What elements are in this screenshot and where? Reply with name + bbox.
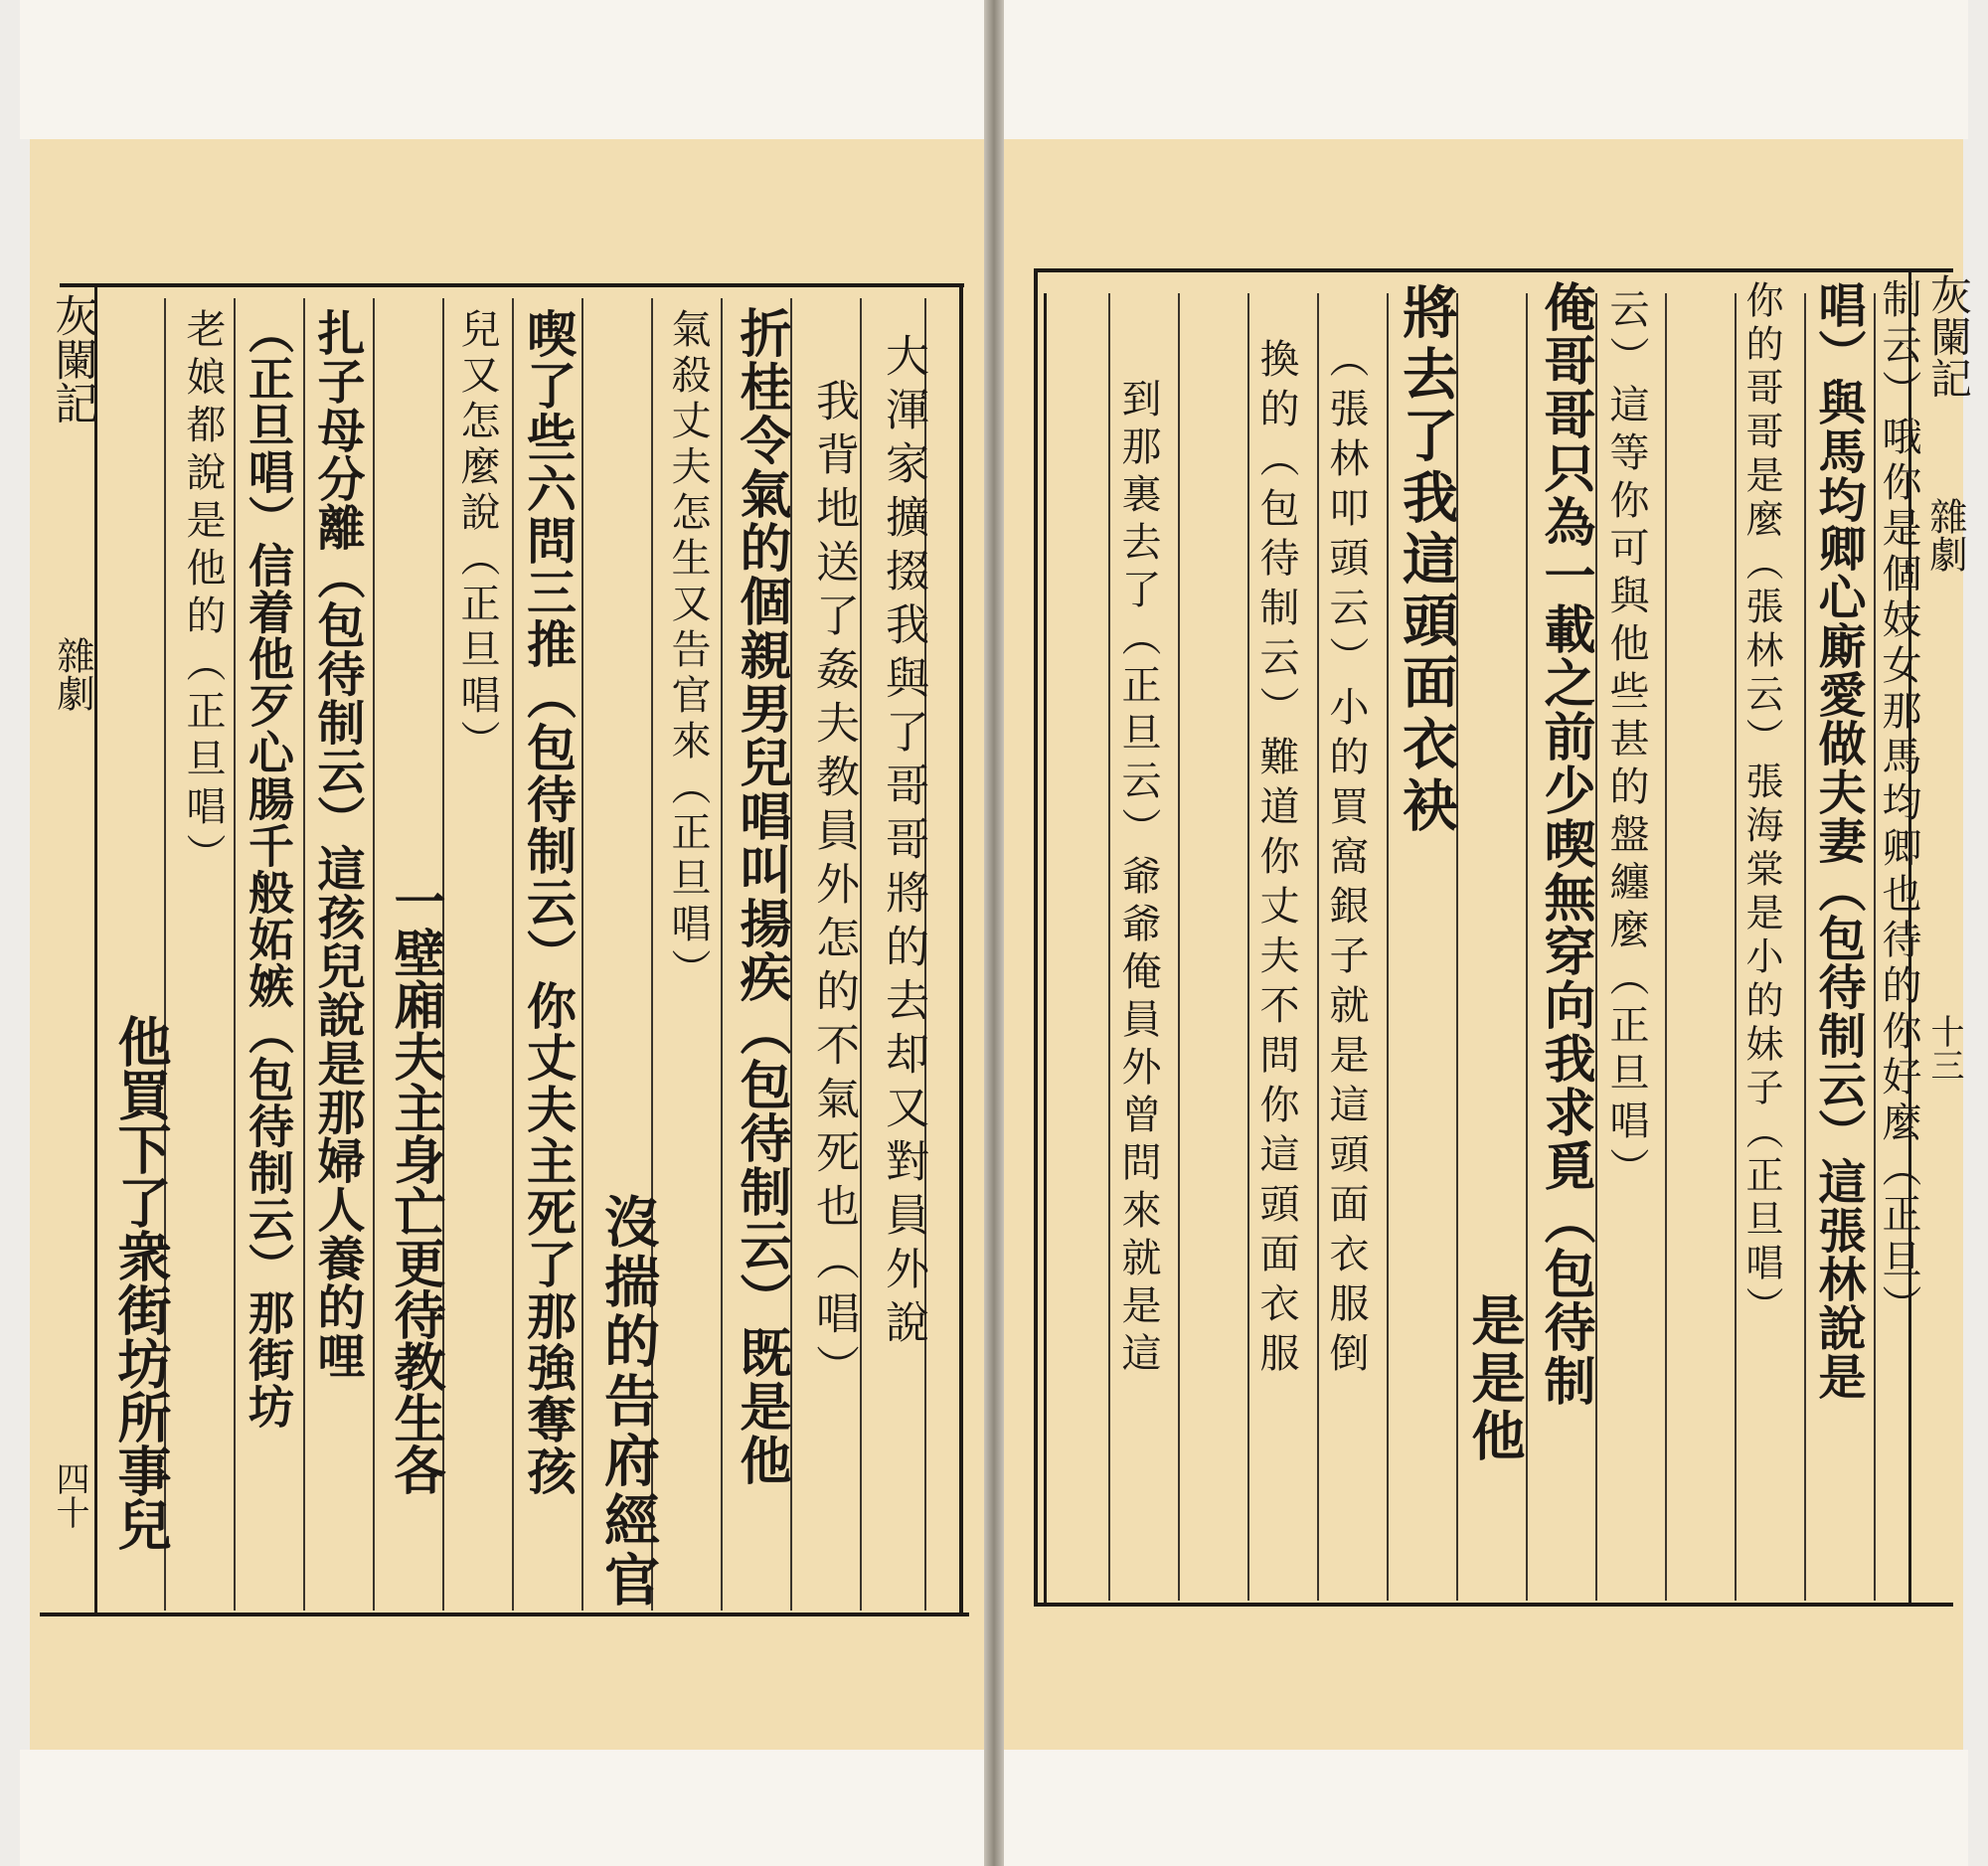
text-column: 老娘都說是他的（正旦唱） — [180, 308, 226, 881]
text-column: 兒又怎麼說（正旦唱） — [454, 308, 500, 765]
left-top-border — [60, 283, 964, 287]
left-fold-label: 雜劇 — [51, 636, 94, 712]
column-rule — [373, 298, 375, 1611]
column-rule — [1665, 293, 1667, 1601]
right-bottom-border — [1034, 1603, 1953, 1607]
right-fold-label: 雜劇 — [1923, 497, 1967, 573]
book-gutter — [984, 0, 1004, 1866]
text-column: 我背地送了姦夫教員外怎的不氣死也（唱） — [808, 378, 859, 1398]
text-column: 你的哥哥是麼（張林云）張海棠是小的妹子（正旦唱） — [1740, 280, 1783, 1330]
text-column: 氣殺丈夫怎生又告官來（正旦唱） — [665, 308, 711, 994]
text-column: （正旦唱）信着他歹心腸千般妬嫉（包待制云）那街坊 — [242, 308, 295, 1430]
text-column: （張林叩頭云）小的買窩銀子就是這頭面衣服倒 — [1323, 338, 1369, 1382]
left-fold-border — [94, 283, 97, 1615]
text-column: 是是他 — [1463, 1292, 1527, 1465]
text-column: 一壁廂夫主身亡更待教生各 — [385, 875, 445, 1495]
text-column: 大渾家擴掇我與了哥哥將的去却又對員外說 — [878, 333, 928, 1353]
right-outer-border — [1034, 268, 1038, 1606]
left-fold-header: 灰闌記 — [47, 293, 97, 424]
column-rule — [1178, 293, 1180, 1601]
right-page-number: 十三 — [1924, 1014, 1964, 1082]
text-column: 喫了些六問三推（包待制云）你丈夫主死了那強奪孩 — [519, 308, 578, 1497]
text-column: 他買下了衆街坊所事兒 — [109, 1014, 173, 1551]
text-column: 到那裏去了（正旦云）爺爺俺員外曾問來就是這 — [1115, 378, 1161, 1380]
column-rule — [721, 298, 723, 1611]
left-bottom-border — [40, 1612, 969, 1616]
text-column: 云）這等你可與他些甚的盤纏麼（正旦唱） — [1603, 288, 1649, 1195]
text-column: 換的（包待制云）難道你丈夫不問你這頭面衣服 — [1253, 338, 1299, 1382]
text-column: 扎子母分離（包待制云）這孩兒說是那婦人養的哩 — [309, 308, 365, 1380]
left-outer-border — [959, 283, 963, 1615]
right-fold-header: 灰闌記 — [1924, 273, 1973, 399]
right-top-border — [1034, 268, 1953, 272]
text-column: 制云）哦你是個妓女那馬均卿也待的你好麼（正旦） — [1876, 278, 1921, 1330]
text-column: 唱）與馬均卿心廝愛做夫妻（包待制云）這張林說是 — [1810, 280, 1866, 1401]
text-column: 折桂令氣的個親男兒唱叫揚疾（包待制云）既是他 — [731, 306, 791, 1487]
right-inner-border — [1044, 293, 1047, 1606]
text-column: 將去了我這頭面衣袂 — [1394, 283, 1459, 838]
left-page-mark: 四十 — [50, 1461, 89, 1529]
text-column: 俺哥哥只為一載之前少喫無穿向我求覓（包待制 — [1535, 280, 1595, 1408]
text-column: 沒揣的告府經官 — [595, 1193, 661, 1611]
